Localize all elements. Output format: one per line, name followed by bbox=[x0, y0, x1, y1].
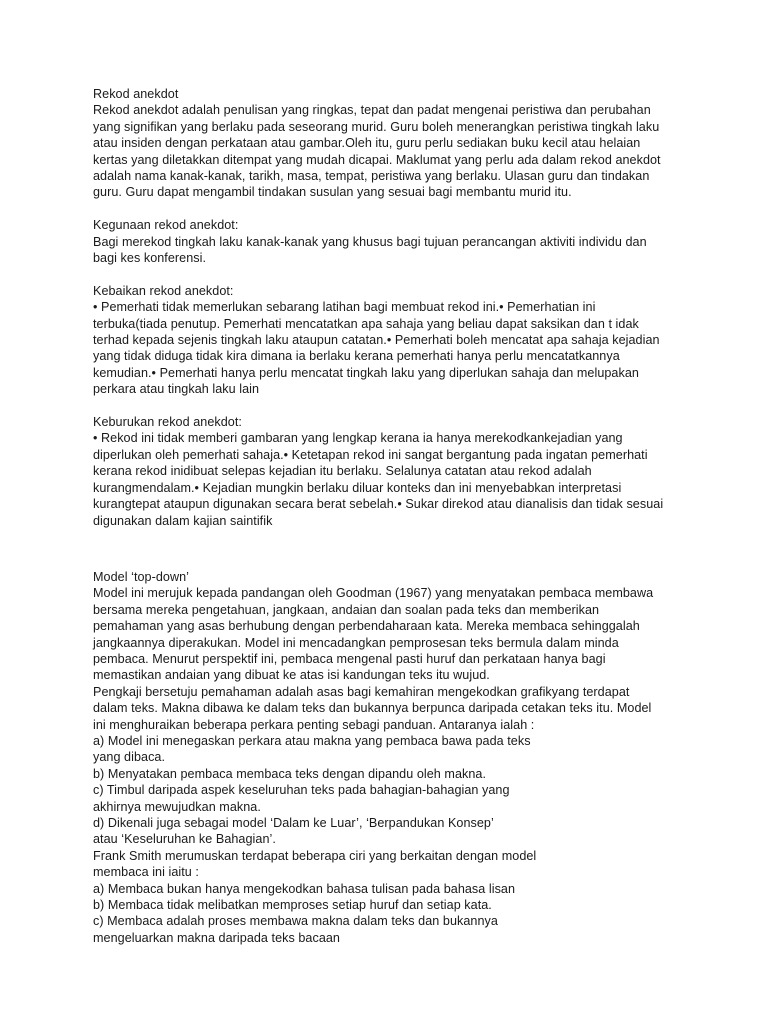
list-item-line: c) Membaca adalah proses membawa makna dalam teks dan bukannya bbox=[93, 914, 498, 929]
section-heading: Model ‘top-down’ bbox=[93, 569, 190, 584]
paragraph-line: pemahaman yang asas berhubung dengan perbendaharaan kata. Mereka membaca sehinggalah bbox=[93, 619, 640, 634]
paragraph-line: bersama mereka pengetahuan, jangkaan, andaian dan soalan pada teks dan memberikan bbox=[93, 602, 600, 617]
document-page bbox=[93, 86, 733, 946]
paragraph-line: Model ini merujuk kepada pandangan oleh Goodman (1967) yang menyatakan pembaca membawa bbox=[93, 586, 654, 601]
paragraph-line: kertas yang diletakkan ditempat yang mudah dicapai. Maklumat yang perlu ada dalam rekod anekdot bbox=[93, 152, 661, 167]
list-item-line: b) Menyatakan pembaca membaca teks dengan dipandu oleh makna. bbox=[93, 766, 487, 781]
paragraph-line: jangkaannya diperakukan. Model ini mencadangkan pemprosesan teks bermula dalam minda bbox=[93, 635, 619, 650]
section-heading: Kegunaan rekod anekdot: bbox=[93, 218, 239, 233]
paragraph-line: dalam teks. Makna dibawa ke dalam teks dan bukannya berpunca daripada cetakan teks itu. Model bbox=[93, 701, 652, 716]
paragraph-line: memastikan andaian yang dibuat ke atas isi kandungan teks itu wujud. bbox=[93, 668, 490, 683]
section-kegunaan bbox=[93, 217, 733, 266]
paragraph-line: kurangtepat ataupun digunakan secara berat sebelah.• Sukar direkod atau dianalisis dan tidak sesuai bbox=[93, 497, 664, 512]
blank-line bbox=[93, 266, 733, 282]
paragraph-line: digunakan dalam kajian saintifik bbox=[93, 513, 273, 528]
paragraph-line: Pengkaji bersetuju pemahaman adalah asas bagi kemahiran mengekodkan grafikyang terdapat bbox=[93, 684, 630, 699]
list-item-line: c) Timbul daripada aspek keseluruhan teks pada bahagian-bahagian yang bbox=[93, 783, 510, 798]
list-item-line: akhirnya mewujudkan makna. bbox=[93, 799, 261, 814]
paragraph-line: perkara atau tingkah laku lain bbox=[93, 382, 260, 397]
paragraph-line: Bagi merekod tingkah laku kanak-kanak yang khusus bagi tujuan perancangan aktiviti individu dan bbox=[93, 234, 647, 249]
list-item-line: yang dibaca. bbox=[93, 750, 166, 765]
paragraph-line: kemudian.• Pemerhati hanya perlu mencatat tingkah laku yang diperlukan sahaja dan melupakan bbox=[93, 365, 639, 380]
list-item-line: d) Dikenali juga sebagai model ‘Dalam ke Luar’, ‘Berpandukan Konsep’ bbox=[93, 816, 494, 831]
paragraph-line: atau insiden dengan perkataan atau gambar.Oleh itu, guru perlu sediakan buku kecil atau helaian bbox=[93, 136, 641, 151]
blank-line bbox=[93, 201, 733, 217]
section-heading: Rekod anekdot bbox=[93, 87, 179, 101]
paragraph-line: terhad kepada sejenis tingkah laku ataupun catatan.• Pemerhati boleh mencatat apa sahaja kejadian bbox=[93, 333, 660, 348]
paragraph-line: kurangmendalam.• Kejadian mungkin berlaku diluar konteks dan ini menyebabkan interpretasi bbox=[93, 480, 622, 495]
section-keburukan bbox=[93, 414, 733, 529]
list-item-line: atau ‘Keseluruhan ke Bahagian’. bbox=[93, 832, 276, 847]
list-item-line: mengeluarkan makna daripada teks bacaan bbox=[93, 930, 340, 945]
paragraph-line: bagi kes konferensi. bbox=[93, 251, 207, 266]
blank-line bbox=[93, 398, 733, 414]
section-kebaikan bbox=[93, 283, 733, 398]
paragraph-line: pembaca. Menurut perspektif ini, pembaca mengenal pasti huruf dan perkataan hanya bagi bbox=[93, 651, 606, 666]
section-rekod-anekdot bbox=[93, 86, 733, 201]
paragraph-line: kerana rekod inidibuat selepas kejadian itu berlaku. Selalunya catatan atau rekod adalah bbox=[93, 464, 592, 479]
paragraph-line: • Rekod ini tidak memberi gambaran yang lengkap kerana ia hanya merekodkankejadian yang bbox=[93, 431, 623, 446]
paragraph-line: Rekod anekdot adalah penulisan yang ringkas, tepat dan padat mengenai peristiwa dan perubahan bbox=[93, 103, 651, 118]
section-heading: Kebaikan rekod anekdot: bbox=[93, 283, 234, 298]
paragraph-line: guru. Guru dapat mengambil tindakan susulan yang sesuai bagi membantu murid itu. bbox=[93, 185, 572, 200]
section-heading: Keburukan rekod anekdot: bbox=[93, 415, 242, 430]
list-item-line: a) Membaca bukan hanya mengekodkan bahasa tulisan pada bahasa lisan bbox=[93, 881, 516, 896]
paragraph-line: yang signifikan yang berlaku pada seseorang murid. Guru boleh menerangkan peristiwa tingkah laku bbox=[93, 119, 660, 134]
list-item-line: b) Membaca tidak melibatkan memproses setiap huruf dan setiap kata. bbox=[93, 898, 492, 913]
paragraph-line: • Pemerhati tidak memerlukan sebarang latihan bagi membuat rekod ini.• Pemerhatian ini bbox=[93, 300, 596, 315]
paragraph-line: Frank Smith merumuskan terdapat beberapa ciri yang berkaitan dengan model bbox=[93, 848, 537, 863]
paragraph-line: yang tidak diduga tidak kira dimana ia berlaku kerana pemerhati hanya perlu mencatatkannya bbox=[93, 349, 620, 364]
blank-space bbox=[93, 529, 733, 569]
list-item-line: a) Model ini menegaskan perkara atau makna yang pembaca bawa pada teks bbox=[93, 733, 531, 748]
paragraph-line: adalah nama kanak-kanak, tarikh, masa, tempat, peristiwa yang berlaku. Ulasan guru dan tindakan bbox=[93, 169, 650, 184]
paragraph-line: ini menghuraikan beberapa perkara penting sebagi panduan. Antaranya ialah : bbox=[93, 717, 535, 732]
section-model-top-down bbox=[93, 569, 733, 946]
paragraph-line: terbuka(tiada penutup. Pemerhati mencatatkan apa sahaja yang beliau dapat saksikan dan t idak bbox=[93, 316, 639, 331]
paragraph-line: diperlukan oleh pemerhati sahaja.• Ketetapan rekod ini sangat bergantung pada ingatan pemerhati bbox=[93, 447, 648, 462]
paragraph-line: membaca ini iaitu : bbox=[93, 865, 199, 880]
